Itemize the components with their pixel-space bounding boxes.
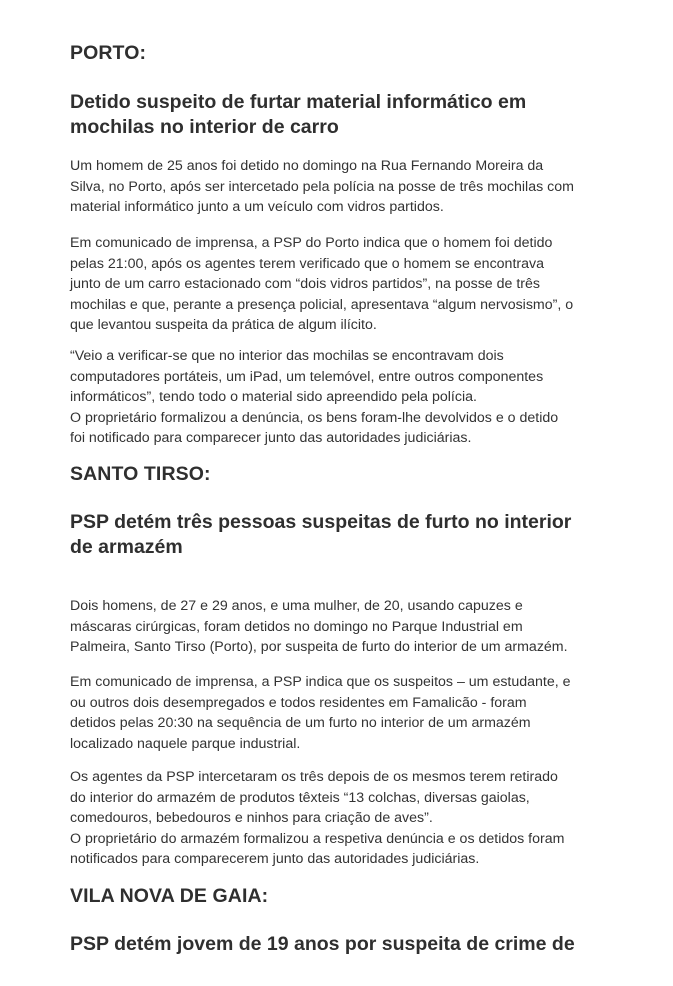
paragraph-line: do interior do armazém de produtos têxteis “13 colchas, diversas gaiolas, bbox=[70, 789, 530, 806]
headline-line: de armazém bbox=[70, 536, 183, 558]
paragraph-line: “Veio a verificar-se que no interior das mochilas se encontravam dois bbox=[70, 348, 504, 364]
paragraph-line: Palmeira, Santo Tirso (Porto), por suspeita de furto do interior de um armazém. bbox=[70, 639, 568, 655]
headline-porto bbox=[70, 90, 630, 139]
paragraph bbox=[70, 596, 630, 658]
paragraph-line: Silva, no Porto, após ser intercetado pela polícia na posse de três mochilas com bbox=[70, 178, 574, 195]
paragraph bbox=[70, 233, 630, 336]
paragraph-line: computadores portáteis, um iPad, um telemóvel, entre outros componentes bbox=[70, 368, 544, 385]
headline-line: mochilas no interior de carro bbox=[70, 116, 339, 138]
paragraph-line: localizado naquele parque industrial. bbox=[70, 735, 301, 752]
paragraph bbox=[70, 346, 630, 449]
paragraph-line: pelas 21:00, após os agentes terem verificado que o homem se encontrava bbox=[70, 255, 544, 272]
paragraph bbox=[70, 767, 630, 870]
paragraph-line: O proprietário formalizou a denúncia, os bens foram-lhe devolvidos e o detido bbox=[70, 409, 559, 426]
paragraph-line: Os agentes da PSP intercetaram os três depois de os mesmos terem retirado bbox=[70, 769, 558, 785]
paragraph-line: notificados para comparecerem junto das autoridades judiciárias. bbox=[70, 851, 480, 867]
headline-line: PSP detém jovem de 19 anos por suspeita de crime de bbox=[70, 933, 575, 955]
paragraph-line: comedouros, bebedouros e ninhos para criação de aves”. bbox=[70, 810, 433, 826]
paragraph-line: detidos pelas 20:30 na sequência de um furto no interior de um armazém bbox=[70, 715, 531, 731]
section-label-vila-nova-de-gaia: VILA NOVA DE GAIA: bbox=[70, 885, 269, 907]
paragraph-line: Em comunicado de imprensa, a PSP do Porto indica que o homem foi detido bbox=[70, 235, 553, 251]
paragraph-line: O proprietário do armazém formalizou a respetiva denúncia e os detidos foram bbox=[70, 830, 565, 847]
paragraph-line: Dois homens, de 27 e 29 anos, e uma mulher, de 20, usando capuzes e bbox=[70, 598, 523, 614]
section-label-santo-tirso: SANTO TIRSO: bbox=[70, 463, 211, 485]
paragraph bbox=[70, 672, 630, 754]
section-label-porto: PORTO: bbox=[70, 42, 147, 64]
paragraph-line: que levantou suspeita da prática de algum ilícito. bbox=[70, 317, 377, 333]
paragraph-line: máscaras cirúrgicas, foram detidos no domingo no Parque Industrial em bbox=[70, 618, 523, 635]
paragraph-line: informáticos”, tendo todo o material sido apreendido pela polícia. bbox=[70, 389, 477, 405]
headline-vila-nova-de-gaia bbox=[70, 932, 630, 956]
headline-santo-tirso bbox=[70, 510, 630, 559]
headline-line: Detido suspeito de furtar material informático em bbox=[70, 91, 527, 113]
paragraph-line: material informático junto a um veículo com vidros partidos. bbox=[70, 199, 444, 215]
paragraph-line: ou outros dois desempregados e todos residentes em Famalicão - foram bbox=[70, 694, 527, 711]
paragraph bbox=[70, 156, 630, 218]
paragraph-line: foi notificado para comparecer junto das autoridades judiciárias. bbox=[70, 430, 472, 446]
paragraph-line: junto de um carro estacionado com “dois vidros partidos”, na posse de três bbox=[70, 276, 541, 292]
paragraph-line: mochilas e que, perante a presença policial, apresentava “algum nervosismo”, o bbox=[70, 296, 574, 313]
paragraph-line: Um homem de 25 anos foi detido no domingo na Rua Fernando Moreira da bbox=[70, 158, 544, 174]
headline-line: PSP detém três pessoas suspeitas de furto no interior bbox=[70, 511, 572, 533]
paragraph-line: Em comunicado de imprensa, a PSP indica que os suspeitos – um estudante, e bbox=[70, 674, 571, 690]
